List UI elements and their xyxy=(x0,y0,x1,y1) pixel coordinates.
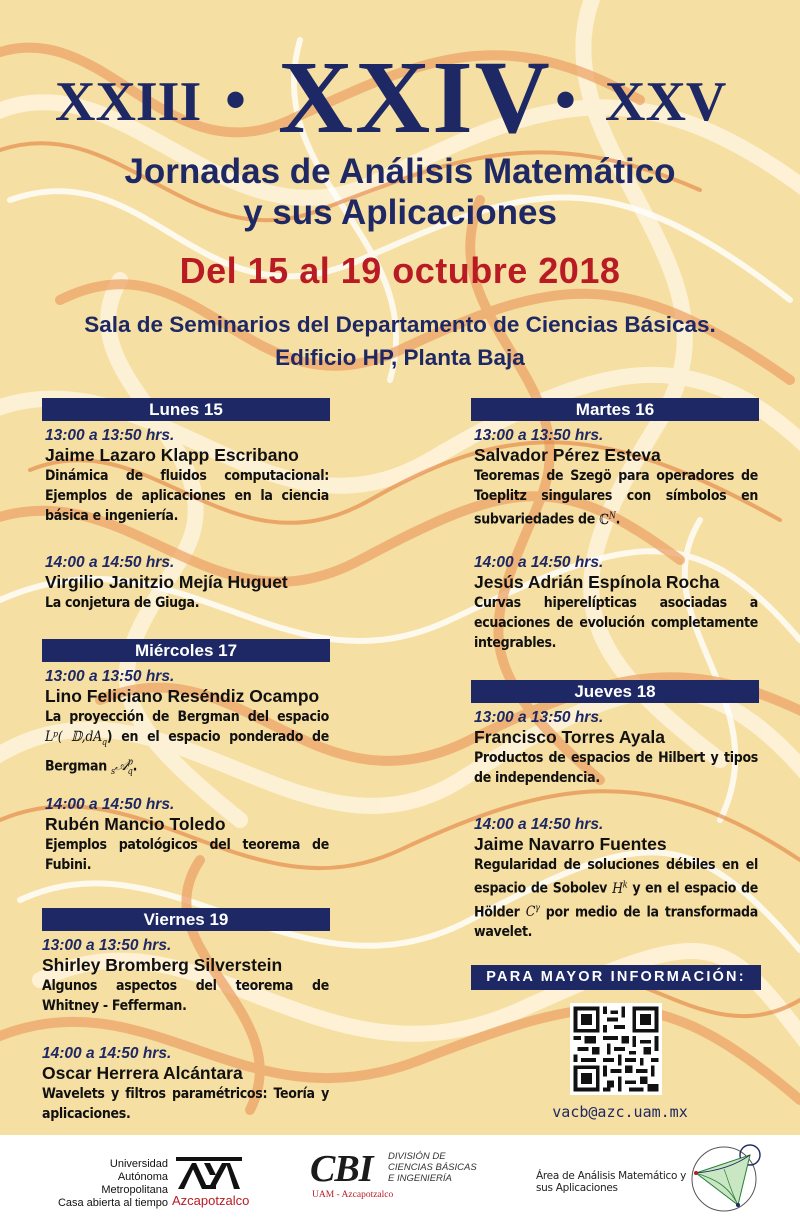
talk-title: Teoremas de Szegö para operadores de Toeplitz singulares con símbolos en subvariedades de ℂ$^N$. xyxy=(474,468,758,528)
talk-speaker: Lino Feliciano Reséndiz Ocampo xyxy=(45,686,320,706)
footer-logos xyxy=(0,1135,800,1217)
day-header-miercoles: Miércoles 17 xyxy=(42,639,330,662)
talk-block xyxy=(474,709,758,788)
talk-time: 13:00 a 13:50 hrs. xyxy=(45,427,175,444)
talk-title: Algunos aspectos del teorema de Whitney - Fefferman. xyxy=(42,978,329,1014)
talk-block xyxy=(474,554,758,653)
talk-block xyxy=(42,1045,329,1124)
uam-slogan: Casa abierta al tiempo xyxy=(57,1197,168,1209)
talk-title: Productos de espacios de Hilbert y tipos de independencia. xyxy=(474,750,758,786)
talk-speaker: Oscar Herrera Alcántara xyxy=(42,1063,243,1083)
area-logo-icon xyxy=(684,1139,764,1215)
talk-time: 13:00 a 13:50 hrs. xyxy=(45,668,175,685)
talk-speaker: Salvador Pérez Esteva xyxy=(474,445,661,465)
event-title-line1: Jornadas de Análisis Matemático xyxy=(124,152,676,191)
contact-email[interactable]: vacb@azc.uam.mx xyxy=(552,1103,688,1121)
qr-code-icon[interactable] xyxy=(570,1003,662,1095)
separator-dot: • xyxy=(225,67,247,133)
talk-title: Ejemplos patológicos del teorema de Fubini. xyxy=(45,837,329,873)
talk-block xyxy=(45,427,329,526)
day-header-lunes: Lunes 15 xyxy=(42,398,330,421)
event-dates: Del 15 al 19 octubre 2018 xyxy=(179,250,621,291)
talk-title-part: La proyección de Bergman del espacio xyxy=(45,709,329,725)
talk-speaker: Jesús Adrián Espínola Rocha xyxy=(474,572,720,592)
talk-time: 13:00 a 13:50 hrs. xyxy=(474,709,604,726)
talk-block xyxy=(45,796,329,875)
talk-block xyxy=(45,668,329,782)
day-header-martes: Martes 16 xyxy=(471,398,759,421)
talk-title: La proyección de Bergman del espacio Lᵖ( $𝔻,dA_q$) en el espacio ponderado de Bergman $_s$𝒜$^p_q$. xyxy=(45,709,329,778)
talk-title-part: Bergman xyxy=(45,758,107,775)
talk-title-part: ) en el espacio ponderado de xyxy=(106,729,329,745)
venue-line2: Edificio HP, Planta Baja xyxy=(275,345,525,370)
separator-dot: • xyxy=(555,67,577,133)
edition-banner xyxy=(0,38,800,155)
cbi-campus: UAM - Azcapotzalco xyxy=(312,1190,394,1200)
talk-block xyxy=(45,554,329,613)
talk-time: 14:00 a 14:50 hrs. xyxy=(45,796,175,813)
more-info-header: PARA MAYOR INFORMACIÓN: xyxy=(471,965,761,990)
talk-speaker: Rubén Mancio Toledo xyxy=(45,814,226,834)
talk-speaker: Jaime Lazaro Klapp Escribano xyxy=(45,445,299,465)
talk-time: 14:00 a 14:50 hrs. xyxy=(42,1045,172,1062)
uam-logo-icon xyxy=(174,1155,244,1191)
math-holder: $C^\gamma$ xyxy=(525,903,540,921)
talk-block xyxy=(474,816,758,942)
edition-current: XXIV xyxy=(278,40,552,155)
talk-time: 14:00 a 14:50 hrs. xyxy=(474,816,604,833)
event-title-line2: y sus Aplicaciones xyxy=(243,193,557,232)
uam-campus: Azcapotzalco xyxy=(172,1193,250,1208)
talk-speaker: Shirley Bromberg Silverstein xyxy=(42,955,283,975)
math-complex-space: ℂ$^N$ xyxy=(599,511,616,528)
area-name: Área de Análisis Matemático y sus Aplicaciones xyxy=(536,1170,687,1194)
cbi-logo: CBI xyxy=(310,1148,373,1190)
talk-block xyxy=(474,427,758,530)
venue-line1: Sala de Seminarios del Departamento de Ciencias Básicas. xyxy=(84,312,716,337)
day-header-viernes: Viernes 19 xyxy=(42,908,330,931)
edition-prev: XXIII xyxy=(55,71,202,133)
talk-speaker: Virgilio Janitzio Mejía Huguet xyxy=(45,572,288,592)
talk-block xyxy=(42,937,329,1016)
math-sobolev: $H^k$ xyxy=(612,880,628,897)
edition-next: XXV xyxy=(605,71,727,133)
talk-time: 13:00 a 13:50 hrs. xyxy=(42,937,172,954)
uam-name: Universidad Autónoma Metropolitana xyxy=(101,1158,168,1196)
talk-title: La conjetura de Giuga. xyxy=(45,595,200,611)
cbi-division: DIVISIÓN DE CIENCIAS BÁSICAS E INGENIERÍA xyxy=(388,1151,477,1184)
talk-time: 14:00 a 14:50 hrs. xyxy=(45,554,175,571)
talk-time: 14:00 a 14:50 hrs. xyxy=(474,554,604,571)
talk-time: 13:00 a 13:50 hrs. xyxy=(474,427,604,444)
talk-title: Regularidad de soluciones débiles en el espacio de Sobolev $H^k$ y en el espacio de Hölder $C^\gamma$ por medio de la transformada wavelet. xyxy=(474,857,759,941)
talk-title: Dinámica de fluidos computacional: Ejemplos de aplicaciones en la ciencia básica e ingeniería. xyxy=(45,468,329,524)
talk-title: Curvas hiperelípticas asociadas a ecuaciones de evolución completamente integrables. xyxy=(474,595,758,651)
math-bergman-space: $_s$𝒜$^p_q$ xyxy=(110,757,133,778)
talk-speaker: Francisco Torres Ayala xyxy=(474,727,665,747)
talk-title: Wavelets y filtros paramétricos: Teoría y aplicaciones. xyxy=(42,1086,329,1122)
day-header-jueves: Jueves 18 xyxy=(471,680,759,703)
math-lp-space: Lᵖ( $𝔻,dA_q$ xyxy=(45,729,107,748)
talk-speaker: Jaime Navarro Fuentes xyxy=(474,834,667,854)
